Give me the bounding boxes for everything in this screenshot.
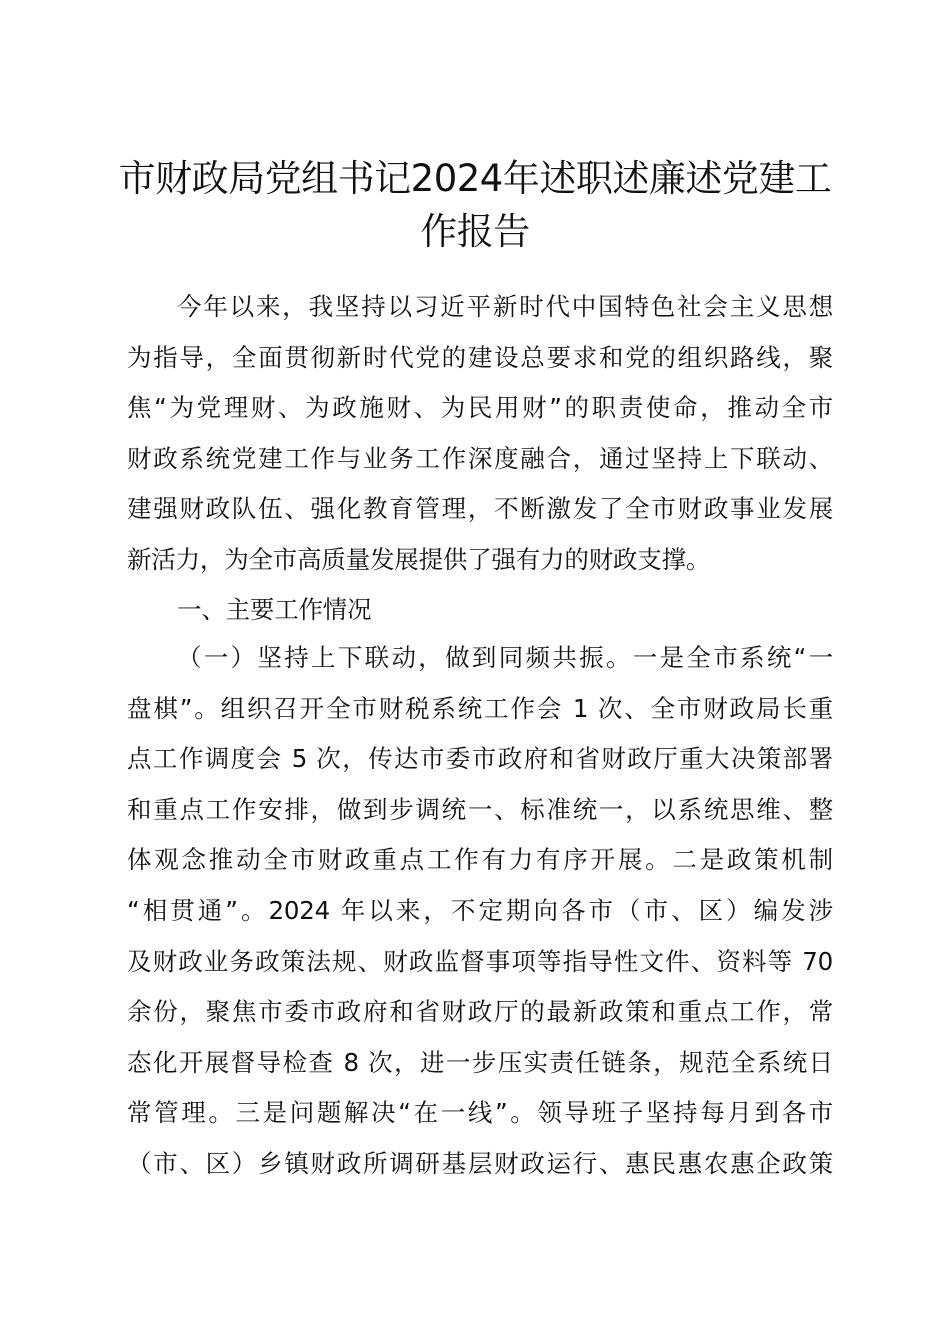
paragraph-line: 今年以来，我坚持以习近平新时代中国特色社会主义思想 [177,292,833,321]
paragraph-line: 焦“为党理财、为政施财、为民用财”的职责使命，推动全市 [127,393,833,423]
document-title: 市财政局党组书记2024年述职述廉述党建工作报告 [118,157,832,253]
paragraph-line: 点工作调度会 5 次，传达市委市政府和省财政厅重大决策部署 [127,744,833,774]
paragraph-line: “相贯通”。2024 年以来，不定期向各市（市、区）编发涉 [127,895,833,925]
paragraph-line: 建强财政队伍、强化教育管理，不断激发了全市财政事业发展 [127,494,833,524]
paragraph-line: （市、区）乡镇财政所调研基层财政运行、惠民惠农惠企政策 [127,1148,833,1178]
paragraph-line: 盘棋”。组织召开全市财税系统工作会 1 次、全市财政局长重 [127,693,833,723]
paragraph-line: 财政系统党建工作与业务工作深度融合，通过坚持上下联动、 [127,443,833,473]
intro-paragraph [127,282,833,586]
paragraph-line: 余份，聚焦市委市政府和省财政厅的最新政策和重点工作，常 [127,997,833,1027]
section-heading-text: 一、主要工作情况 [177,595,372,624]
paragraph-line: 新活力，为全市高质量发展提供了强有力的财政支撑。 [127,544,711,574]
section-heading [127,585,833,636]
section-paragraph [127,633,833,1190]
paragraph-line: （一）坚持上下联动，做到同频共振。一是全市系统“一 [177,643,833,672]
paragraph-line: 和重点工作安排，做到步调统一、标准统一，以系统思维、整 [127,794,833,824]
paragraph-line: 为指导，全面贯彻新时代党的建设总要求和党的组织路线，聚 [127,342,833,372]
paragraph-line: 常管理。三是问题解决“在一线”。领导班子坚持每月到各市 [127,1098,833,1128]
paragraph-line: 及财政业务政策法规、财政监督事项等指导性文件、资料等 70 [127,946,833,976]
paragraph-line: 态化开展督导检查 8 次，进一步压实责任链条，规范全系统日 [127,1047,833,1077]
paragraph-line: 体观念推动全市财政重点工作有力有序开展。二是政策机制 [127,845,833,875]
